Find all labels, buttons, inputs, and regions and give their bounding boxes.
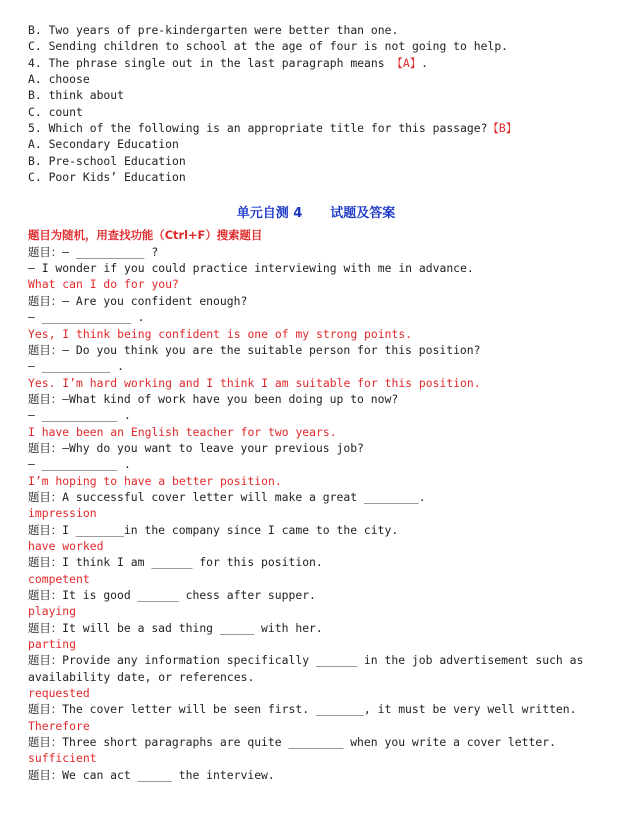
dialogue-line: — _____________ . xyxy=(28,310,145,325)
answer-line: Yes. I’m hard working and I think I am suitable for this position. xyxy=(28,375,481,390)
answer-line: Therefore xyxy=(28,718,90,733)
answer-key: 【A】 xyxy=(391,55,422,70)
answer-line: parting xyxy=(28,637,77,652)
top-block xyxy=(28,22,604,185)
answer-line: competent xyxy=(28,571,90,586)
search-notice: 题目为随机，用查找功能（Ctrl+F）搜索题目 xyxy=(28,228,263,243)
question-tail: . xyxy=(421,55,428,70)
question-line: 题目：—What kind of work have you been doing up to now? xyxy=(28,391,399,406)
answer-line: I have been an English teacher for two years. xyxy=(28,424,337,439)
answer-line: have worked xyxy=(28,538,104,553)
option-line: B. Pre-school Education xyxy=(28,153,186,168)
answer-line: requested xyxy=(28,686,90,701)
question-line: 题目：I _______in the company since I came to the city. xyxy=(28,522,399,537)
document-page xyxy=(28,22,604,783)
answer-line: impression xyxy=(28,506,97,521)
option-line: A. Secondary Education xyxy=(28,137,179,152)
question-line: 题目：A successful cover letter will make a great ________. xyxy=(28,489,426,504)
option-line: C. count xyxy=(28,104,83,119)
answer-line: playing xyxy=(28,604,77,619)
question-line: 题目：— Are you confident enough? xyxy=(28,293,248,308)
option-line: A. choose xyxy=(28,72,90,87)
answer-key: 【B】 xyxy=(487,121,518,136)
answer-line: I’m hoping to have a better position. xyxy=(28,473,282,488)
question-line: 题目：It is good ______ chess after supper. xyxy=(28,588,316,602)
answer-line: Yes, I think being confident is one of my strong points. xyxy=(28,326,413,341)
option-line: C. Poor Kids’ Education xyxy=(28,170,186,185)
dialogue-line: — ___________ . xyxy=(28,457,131,472)
section-heading xyxy=(28,203,604,225)
question-line: 题目：Three short paragraphs are quite ________ when you write a cover letter. xyxy=(28,735,556,750)
question-text: 4. The phrase single out in the last paragraph means xyxy=(28,55,392,70)
section-title-part1: 单元自测 4 xyxy=(236,206,303,222)
question-line: 题目：We can act _____ the interview. xyxy=(28,767,275,782)
question-text: 5. Which of the following is an appropriate title for this passage? xyxy=(28,121,488,136)
question-line: 题目：—Why do you want to leave your previous job? xyxy=(28,440,364,455)
question-line xyxy=(28,55,604,71)
dialogue-line: — ___________ . xyxy=(28,408,131,423)
option-line: C. Sending children to school at the age of four is not going to help. xyxy=(28,39,509,54)
question-line: 题目：The cover letter will be seen first. _______, it must be very well written. xyxy=(28,702,577,717)
question-line: 题目：Provide any information specifically ______ in the job advertisement such as availability date, or references. xyxy=(28,653,584,684)
answer-line: What can I do for you? xyxy=(28,277,179,292)
question-line: 题目：I think I am ______ for this position. xyxy=(28,555,323,570)
question-line: 题目：— Do you think you are the suitable person for this position? xyxy=(28,342,481,357)
question-line: 题目：— __________ ? xyxy=(28,244,159,259)
question-line xyxy=(28,120,604,136)
option-line: B. think about xyxy=(28,88,125,103)
question-line: 题目：It will be a sad thing _____ with her. xyxy=(28,620,323,635)
option-line: B. Two years of pre-kindergarten were better than one. xyxy=(28,23,399,37)
qa-list xyxy=(28,244,604,783)
section-title-part2: 试题及答案 xyxy=(330,206,396,222)
dialogue-line: — I wonder if you could practice interviewing with me in advance. xyxy=(28,261,474,276)
answer-line: sufficient xyxy=(28,751,97,766)
dialogue-line: — __________ . xyxy=(28,359,125,374)
